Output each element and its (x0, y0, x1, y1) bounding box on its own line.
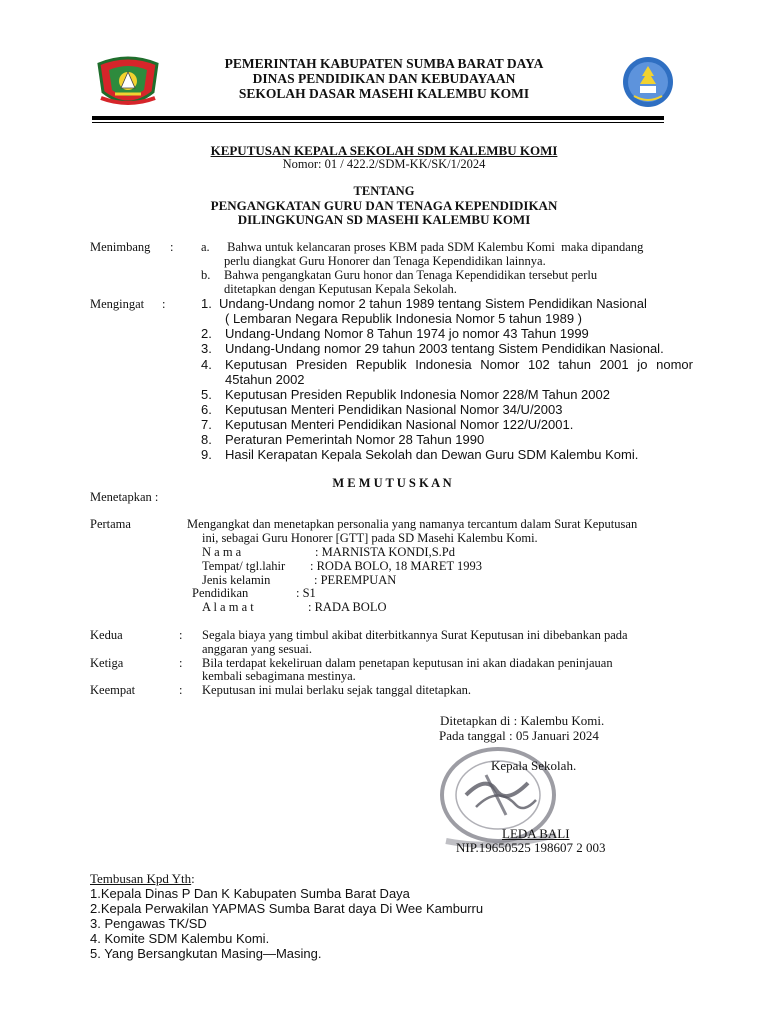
mengingat-marker-6: 6. (201, 402, 212, 417)
menimbang-label: Menimbang (90, 240, 151, 254)
kepala-sekolah-title: Kepala Sekolah. (491, 758, 577, 773)
tembusan-item-2: 2.Kepala Perwakilan YAPMAS Sumba Barat daya Di Wee Kamburru (90, 901, 484, 916)
menetapkan-label: Menetapkan : (90, 490, 159, 504)
menimbang-marker-a: a. (201, 240, 210, 254)
decree-title: KEPUTUSAN KEPALA SEKOLAH SDM KALEMBU KOMI (210, 143, 558, 158)
subject-line-1: PENGANGKATAN GURU DAN TENAGA KEPENDIDIKAN (210, 198, 558, 213)
mengingat-1-line2: ( Lembaran Negara Republik Indonesia Nomor 5 tahun 1989 ) (225, 311, 582, 326)
letterhead-rule-thin (92, 122, 664, 123)
mengingat-marker-2: 2. (201, 326, 212, 341)
mengingat-2-line1: Undang-Undang Nomor 8 Tahun 1974 jo nomor 43 Tahun 1999 (225, 326, 589, 341)
pertama-line1: Mengangkat dan menetapkan personalia yang namanya tercantum dalam Surat Keputusan (187, 517, 638, 531)
field-pendidikan-value: : S1 (296, 586, 316, 600)
mengingat-4-line1: Keputusan Presiden Republik Indonesia Nomor 102 tahun 2001 jo nomor (225, 357, 693, 372)
keempat-colon: : (179, 683, 183, 697)
mengingat-5-line1: Keputusan Presiden Republik Indonesia Nomor 228/M Tahun 2002 (225, 387, 610, 402)
kedua-line1: Segala biaya yang timbul akibat diterbitkannya Surat Keputusan ini dibebankan pada (202, 628, 628, 642)
letterhead-rule-thick (92, 116, 664, 120)
mengingat-marker-1: 1. (201, 296, 212, 311)
mengingat-6-line1: Keputusan Menteri Pendidikan Nasional Nomor 34/U/2003 (225, 402, 563, 417)
menimbang-a-line2: perlu diangkat Guru Honorer dan Tenaga Kependidikan lainnya. (224, 254, 546, 268)
menimbang-marker-b: b. (201, 268, 211, 282)
field-nama-label: N a m a (202, 545, 242, 559)
signatory-name: LEDA BALI (502, 826, 570, 841)
menimbang-b-line2: ditetapkan dengan Keputusan Kepala Sekolah. (224, 282, 457, 296)
mengingat-label: Mengingat (90, 297, 145, 311)
mengingat-1-line1: Undang-Undang nomor 2 tahun 1989 tentang Sistem Pendidikan Nasional (219, 296, 647, 311)
pertama-line2: ini, sebagai Guru Honorer [GTT] pada SD Masehi Kalembu Komi. (202, 531, 538, 545)
mengingat-4-line2: 45tahun 2002 (225, 372, 305, 387)
field-pendidikan-label: Pendidikan (192, 586, 249, 600)
tembusan-item-3: 3. Pengawas TK/SD (90, 916, 207, 931)
mengingat-marker-8: 8. (201, 432, 212, 447)
mengingat-marker-7: 7. (201, 417, 212, 432)
ketiga-line2: kembali sebagimana mestinya. (202, 669, 356, 683)
field-gender-label: Jenis kelamin (202, 573, 271, 587)
mengingat-colon: : (162, 297, 166, 311)
decree-number: Nomor: 01 / 422.2/SDM-KK/SK/1/2024 (282, 157, 486, 171)
tembusan-item-4: 4. Komite SDM Kalembu Komi. (90, 931, 270, 946)
mengingat-marker-5: 5. (201, 387, 212, 402)
header-government: PEMERINTAH KABUPATEN SUMBA BARAT DAYA (224, 56, 544, 71)
kedua-line2: anggaran yang sesuai. (202, 642, 313, 656)
ditetapkan-di: Ditetapkan di : Kalembu Komi. (440, 713, 605, 728)
ketiga-line1: Bila terdapat kekeliruan dalam penetapan keputusan ini akan diadakan peninjauan (202, 656, 613, 670)
field-alamat-value: : RADA BOLO (308, 600, 387, 614)
menimbang-b-line1: Bahwa pengangkatan Guru honor dan Tenaga Kependidikan tersebut perlu (224, 268, 598, 282)
signatory-nip: NIP.19650525 198607 2 003 (456, 840, 606, 855)
mengingat-7-line1: Keputusan Menteri Pendidikan Nasional Nomor 122/U/2001. (225, 417, 574, 432)
header-department: DINAS PENDIDIKAN DAN KEBUDAYAAN (252, 71, 516, 86)
kedua-label: Kedua (90, 628, 123, 642)
keempat-label: Keempat (90, 683, 136, 697)
field-ttl-label: Tempat/ tgl.lahir (202, 559, 286, 573)
mengingat-marker-3: 3. (201, 341, 212, 356)
mengingat-marker-9: 9. (201, 447, 212, 462)
field-alamat-label: A l a m a t (202, 600, 254, 614)
keempat-line1: Keputusan ini mulai berlaku sejak tanggal ditetapkan. (202, 683, 472, 697)
field-gender-value: : PEREMPUAN (314, 573, 397, 587)
header-school: SEKOLAH DASAR MASEHI KALEMBU KOMI (238, 86, 530, 101)
mengingat-marker-4: 4. (201, 357, 212, 372)
menimbang-a-line1: Bahwa untuk kelancaran proses KBM pada SDM Kalembu Komi maka dipandang (224, 240, 644, 254)
field-nama-value: : MARNISTA KONDI,S.Pd (315, 545, 455, 559)
tembusan-item-1: 1.Kepala Dinas P Dan K Kabupaten Sumba Barat Daya (90, 886, 410, 901)
tembusan-item-5: 5. Yang Bersangkutan Masing—Masing. (90, 946, 322, 961)
pertama-label: Pertama (90, 517, 131, 531)
mengingat-3-line1: Undang-Undang nomor 29 tahun 2003 tentang Sistem Pendidikan Nasional. (225, 341, 664, 356)
field-ttl-value: : RODA BOLO, 18 MARET 1993 (310, 559, 483, 573)
subject-line-2: DILINGKUNGAN SD MASEHI KALEMBU KOMI (237, 212, 531, 227)
tentang-heading: TENTANG (353, 184, 415, 198)
pada-tanggal: Pada tanggal : 05 Januari 2024 (439, 728, 599, 743)
ketiga-colon: : (179, 656, 183, 670)
ketiga-label: Ketiga (90, 656, 124, 670)
mengingat-8-line1: Peraturan Pemerintah Nomor 28 Tahun 1990 (225, 432, 485, 447)
memutuskan-heading: M E M U T U S K A N (332, 476, 452, 490)
menimbang-colon: : (170, 240, 174, 254)
tembusan-heading: Tembusan Kpd Yth: (90, 871, 195, 886)
mengingat-9-line1: Hasil Kerapatan Kepala Sekolah dan Dewan Guru SDM Kalembu Komi. (225, 447, 639, 462)
kedua-colon: : (179, 628, 183, 642)
